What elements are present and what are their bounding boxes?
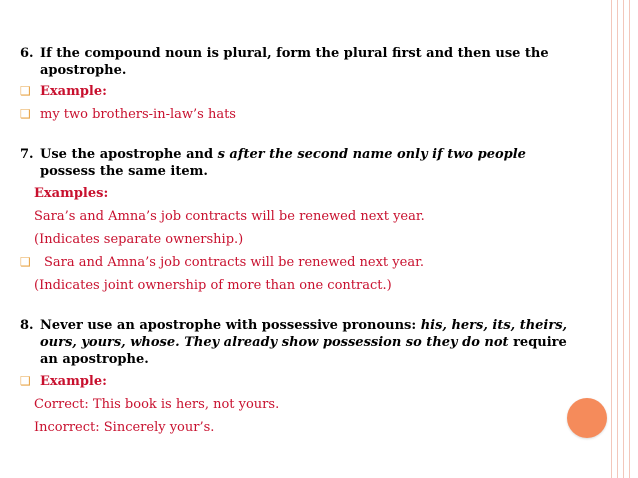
rule-8-heading: 8. Never use an apostrophe with possessive pronouns: his, hers, its, theirs, ours, yours, whose. They already show possession so they do not require an apostrophe. <box>20 318 568 367</box>
rule-6-example: ❑ my two brothers-in-law’s hats <box>20 107 236 122</box>
rule-6-example-label: ❑ Example: <box>20 84 107 99</box>
rule-8-incorrect-example: Incorrect: Sincerely your’s. <box>34 420 215 435</box>
rule-6-text: If the compound noun is plural, form the plural first and then use the apostrophe. <box>40 46 549 78</box>
rule-8-example-label: ❑ Example: <box>20 374 107 389</box>
rule-7-examples-label: Examples: <box>34 186 109 201</box>
rule-8-correct-example: Correct: This book is hers, not yours. <box>34 397 280 412</box>
rule-7-example-1: Sara’s and Amna’s job contracts will be renewed next year. <box>34 209 425 224</box>
rule-7-example-1-note: (Indicates separate ownership.) <box>34 232 244 247</box>
hollow-square-bullet-icon: ❑ <box>20 374 31 388</box>
slide-border-decoration <box>608 0 638 478</box>
rule-6-heading: 6. If the compound noun is plural, form the plural first and then use the apostrophe. <box>20 46 549 78</box>
hollow-square-bullet-icon: ❑ <box>20 84 31 98</box>
hollow-square-bullet-icon: ❑ <box>20 255 31 269</box>
rule-7-example-2: ❑ Sara and Amna’s job contracts will be renewed next year. <box>20 255 424 270</box>
hollow-square-bullet-icon: ❑ <box>20 107 31 121</box>
slide-content <box>20 45 580 436</box>
rule-7-example-2-note: (Indicates joint ownership of more than one contract.) <box>34 278 392 293</box>
rule-7-heading: 7. Use the apostrophe and s after the second name only if two people possess the same item. <box>20 147 526 179</box>
